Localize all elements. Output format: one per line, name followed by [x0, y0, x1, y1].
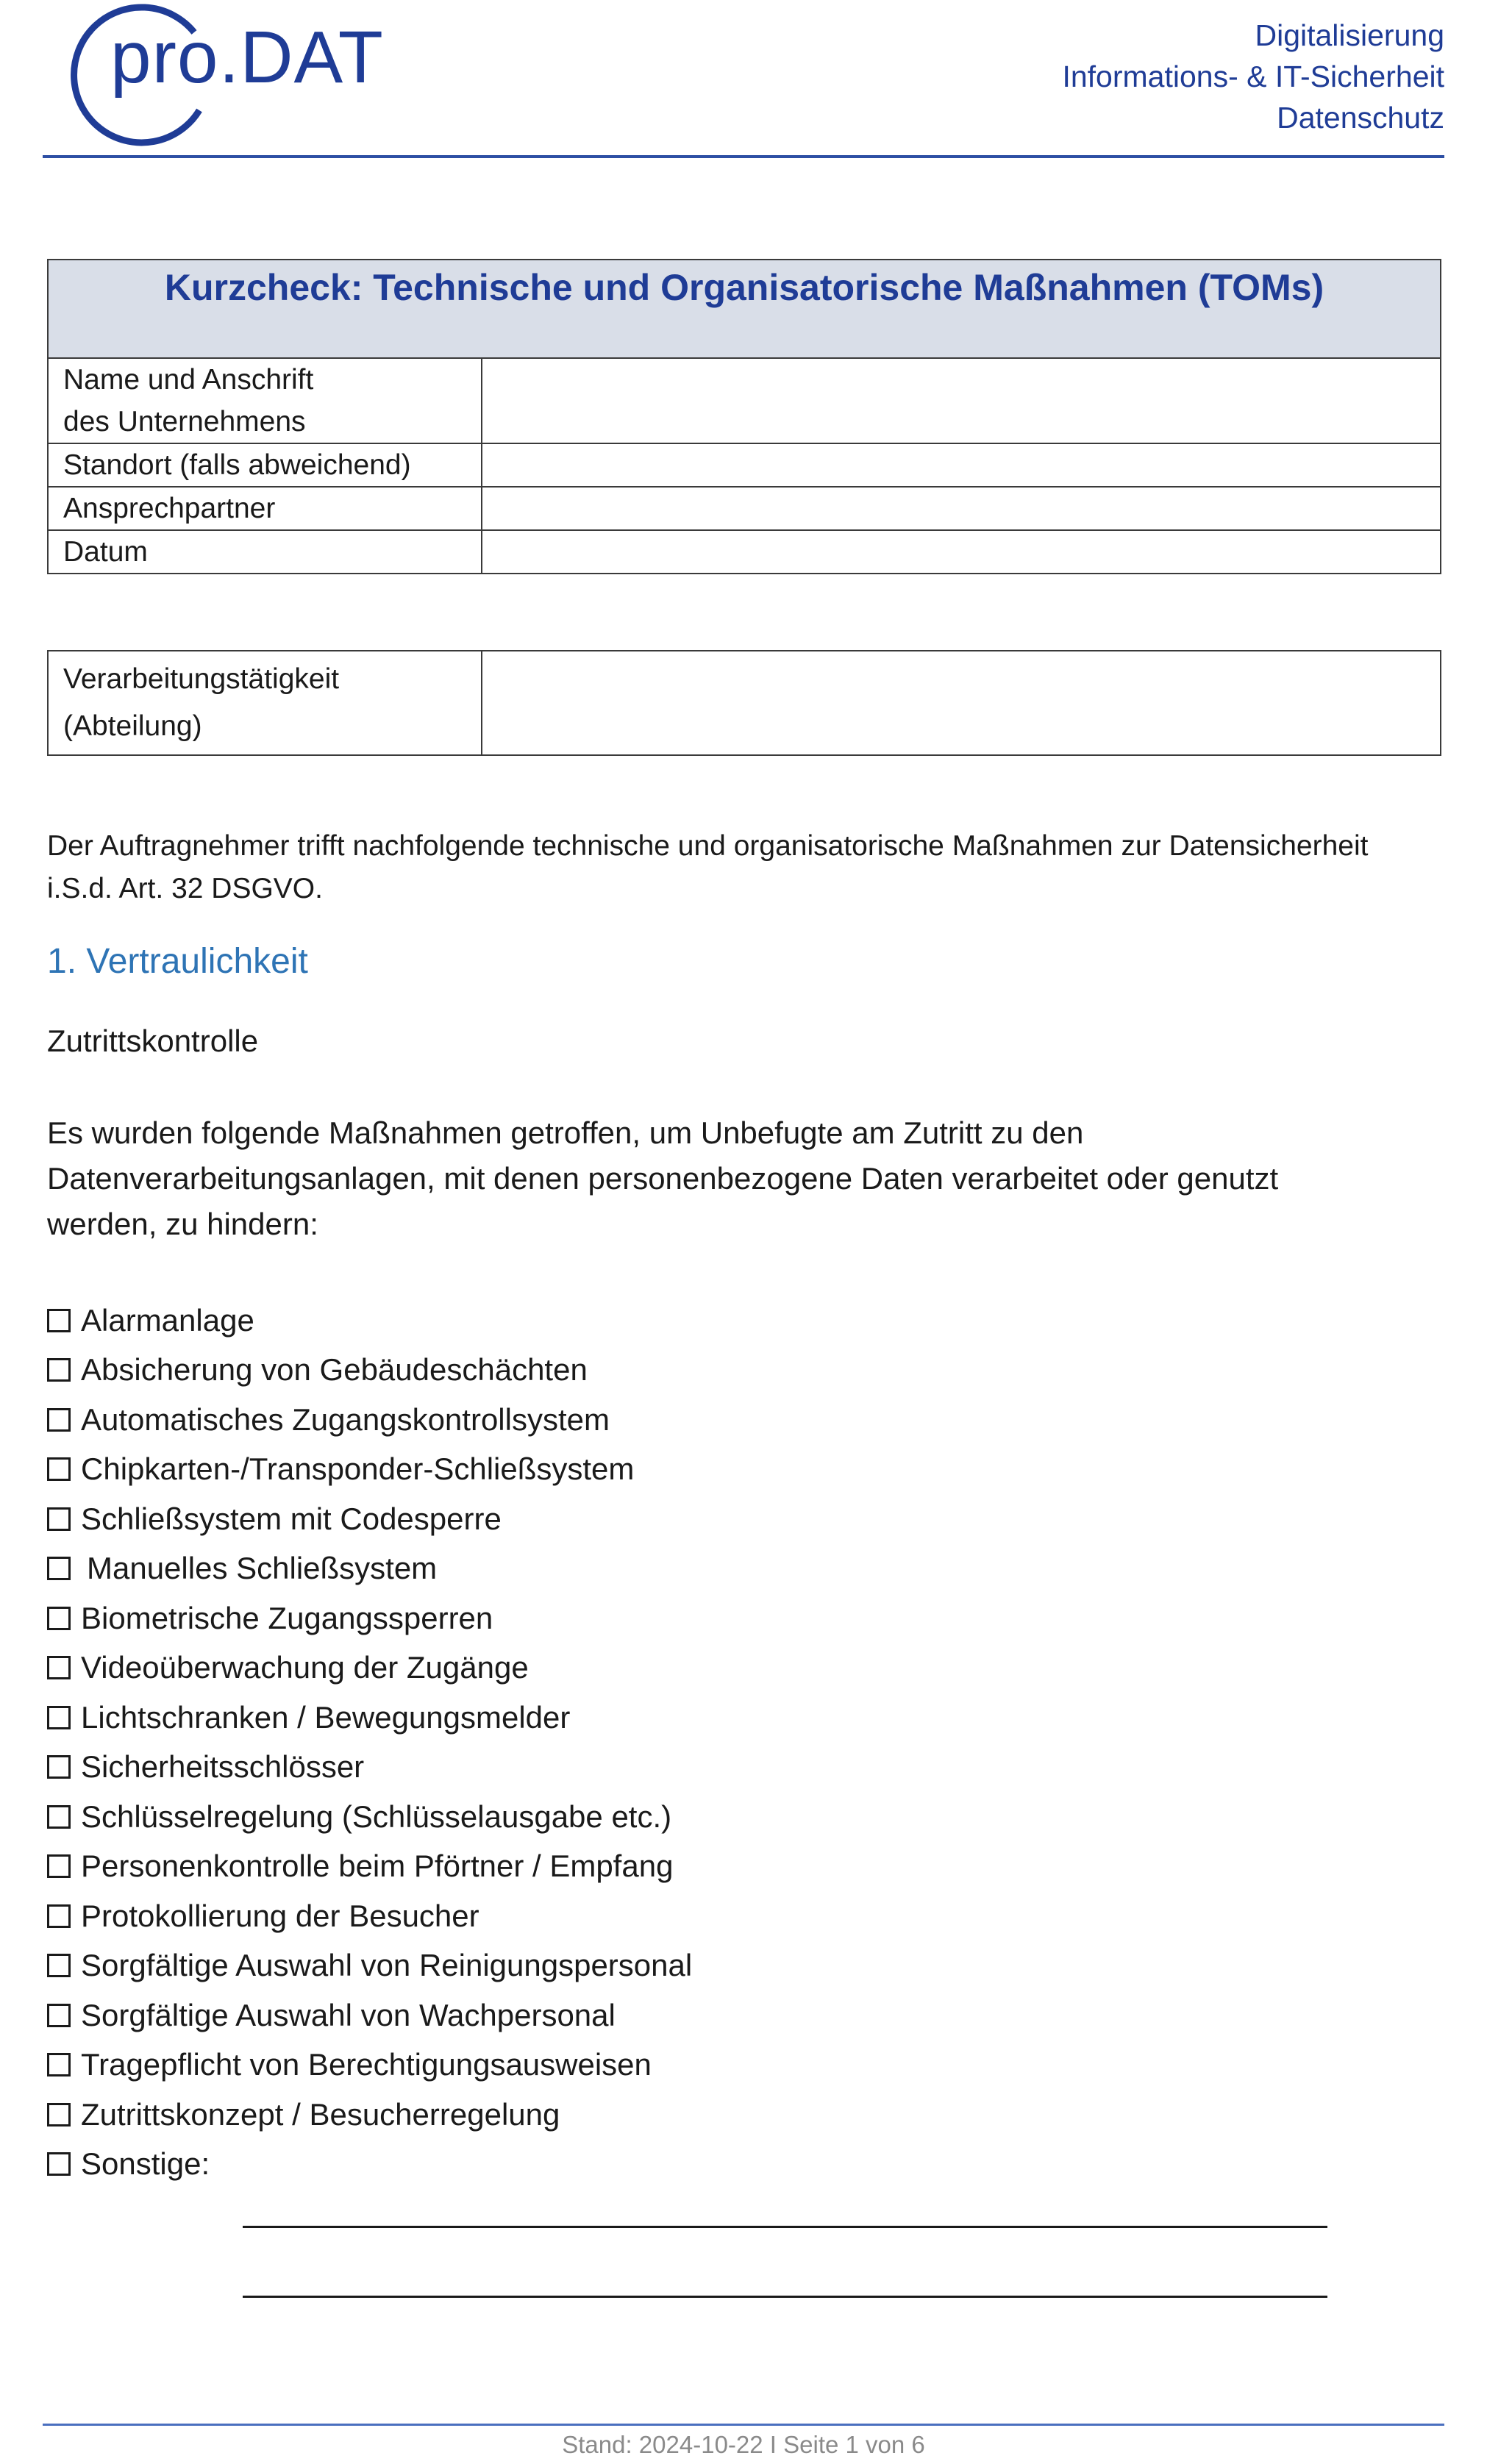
header-line-2: Informations- & IT-Sicherheit [1062, 60, 1444, 93]
checklist-item[interactable] [47, 1792, 692, 1842]
processing-activity-label-line2: (Abteilung) [63, 710, 202, 742]
logo-text: pro.DAT [110, 16, 384, 99]
checklist-item-label: Videoüberwachung der Zugänge [81, 1650, 529, 1685]
checklist-item[interactable] [47, 1593, 692, 1643]
header-line-3: Datenschutz [1277, 101, 1444, 135]
checkbox[interactable] [47, 1954, 71, 1977]
checkbox[interactable] [47, 2004, 71, 2027]
checkbox[interactable] [47, 1557, 71, 1580]
checklist-item-label: Biometrische Zugangssperren [81, 1600, 493, 1635]
processing-activity-label [48, 651, 482, 755]
other-answer-line-1[interactable] [243, 2226, 1327, 2228]
location-field[interactable] [482, 443, 1441, 487]
checklist-item-label: Sorgfältige Auswahl von Wachpersonal [81, 1997, 616, 2032]
checklist-item[interactable] [47, 1296, 692, 1346]
checklist-item-label: Absicherung von Gebäudeschächten [81, 1352, 588, 1388]
checkbox[interactable] [47, 1755, 71, 1779]
checklist-item-label: Schlüsselregelung (Schlüsselausgabe etc.) [81, 1799, 672, 1834]
form-title: Kurzcheck: Technische und Organisatorische Maßnahmen (TOMs) [48, 260, 1441, 358]
checklist-item[interactable] [47, 2040, 692, 2090]
header-line-1: Digitalisierung [1255, 18, 1444, 52]
checklist-item[interactable] [47, 1842, 692, 1892]
checklist-item-label: Automatisches Zugangskontrollsystem [81, 1401, 610, 1437]
checklist-item-label: Chipkarten-/Transponder-Schließsystem [81, 1451, 635, 1487]
checklist-item[interactable] [47, 1891, 692, 1941]
checkbox[interactable] [47, 2103, 71, 2126]
processing-activity-label-line1: Verarbeitungstätigkeit [63, 663, 340, 695]
checklist-item-label: Schließsystem mit Codesperre [81, 1501, 502, 1536]
company-name-label-line1: Name und Anschrift [63, 364, 314, 396]
checkbox[interactable] [47, 1507, 71, 1531]
checklist-item[interactable] [47, 1346, 692, 1396]
checklist-item[interactable] [47, 1941, 692, 1991]
checklist-item-label: Protokollierung der Besucher [81, 1898, 479, 1933]
checklist-item-label: Manuelles Schließsystem [87, 1551, 438, 1586]
checklist-item[interactable] [47, 1643, 692, 1693]
contact-field[interactable] [482, 487, 1441, 530]
processing-activity-table [47, 650, 1441, 756]
checkbox[interactable] [47, 1408, 71, 1432]
section-paragraph: Es wurden folgende Maßnahmen getroffen, um Unbefugte am Zutritt zu den Datenverarbeitungsanlagen, mit denen personenbezogene Daten verarbeitet oder genutzt werden, zu hindern: [47, 1115, 1279, 1241]
checklist-item-label: Sorgfältige Auswahl von Reinigungspersonal [81, 1948, 693, 1983]
subheading: Zutrittskontrolle [47, 1024, 259, 1058]
checklist-item[interactable] [47, 1494, 692, 1544]
checkbox[interactable] [47, 1904, 71, 1928]
access-control-checklist [47, 1296, 692, 2189]
checklist-item[interactable] [47, 1445, 692, 1495]
footer-text: Stand: 2024-10-22 I Seite 1 von 6 [562, 2431, 925, 2458]
checkbox[interactable] [47, 2152, 71, 2176]
checklist-item[interactable] [47, 1990, 692, 2040]
checklist-item-label: Alarmanlage [81, 1302, 254, 1338]
checkbox[interactable] [47, 1358, 71, 1382]
section-title: 1. Vertraulichkeit [47, 942, 308, 981]
header-services [1062, 15, 1444, 138]
processing-activity-field[interactable] [482, 651, 1441, 755]
checkbox[interactable] [47, 1457, 71, 1481]
checklist-item-label: Personenkontrolle beim Pförtner / Empfang [81, 1849, 674, 1884]
other-answer-line-2[interactable] [243, 2296, 1327, 2298]
checkbox[interactable] [47, 1706, 71, 1729]
company-name-field[interactable] [482, 358, 1441, 443]
location-label: Standort (falls abweichend) [48, 443, 482, 487]
checklist-item-other[interactable] [47, 2140, 692, 2190]
company-info-table [47, 259, 1441, 574]
checklist-item-label: Lichtschranken / Bewegungsmelder [81, 1699, 571, 1735]
footer-divider [43, 2424, 1444, 2426]
company-name-label-line2: des Unternehmens [63, 406, 306, 438]
company-name-label [48, 358, 482, 443]
checklist-item[interactable] [47, 1544, 692, 1594]
checkbox[interactable] [47, 1607, 71, 1630]
checklist-item[interactable] [47, 1395, 692, 1445]
checkbox[interactable] [47, 2053, 71, 2076]
checklist-item-label: Tragepflicht von Berechtigungsausweisen [81, 2047, 652, 2082]
contact-label: Ansprechpartner [48, 487, 482, 530]
date-field[interactable] [482, 530, 1441, 574]
checklist-item[interactable] [47, 2090, 692, 2140]
checkbox[interactable] [47, 1656, 71, 1679]
checkbox[interactable] [47, 1805, 71, 1829]
checklist-item-label: Sicherheitsschlösser [81, 1749, 365, 1785]
checklist-item-label: Zutrittskonzept / Besucherregelung [81, 2096, 560, 2132]
checklist-item[interactable] [47, 1743, 692, 1793]
prodat-logo [49, 0, 384, 147]
intro-text: Der Auftragnehmer trifft nachfolgende technische und organisatorische Maßnahmen zur Datensicherheit i.S.d. Art. 32 DSGVO. [47, 830, 1369, 904]
header-divider [43, 155, 1444, 158]
date-label: Datum [48, 530, 482, 574]
checklist-item[interactable] [47, 1693, 692, 1743]
checklist-item-label: Sonstige: [81, 2146, 210, 2182]
checkbox[interactable] [47, 1309, 71, 1332]
checkbox[interactable] [47, 1854, 71, 1878]
